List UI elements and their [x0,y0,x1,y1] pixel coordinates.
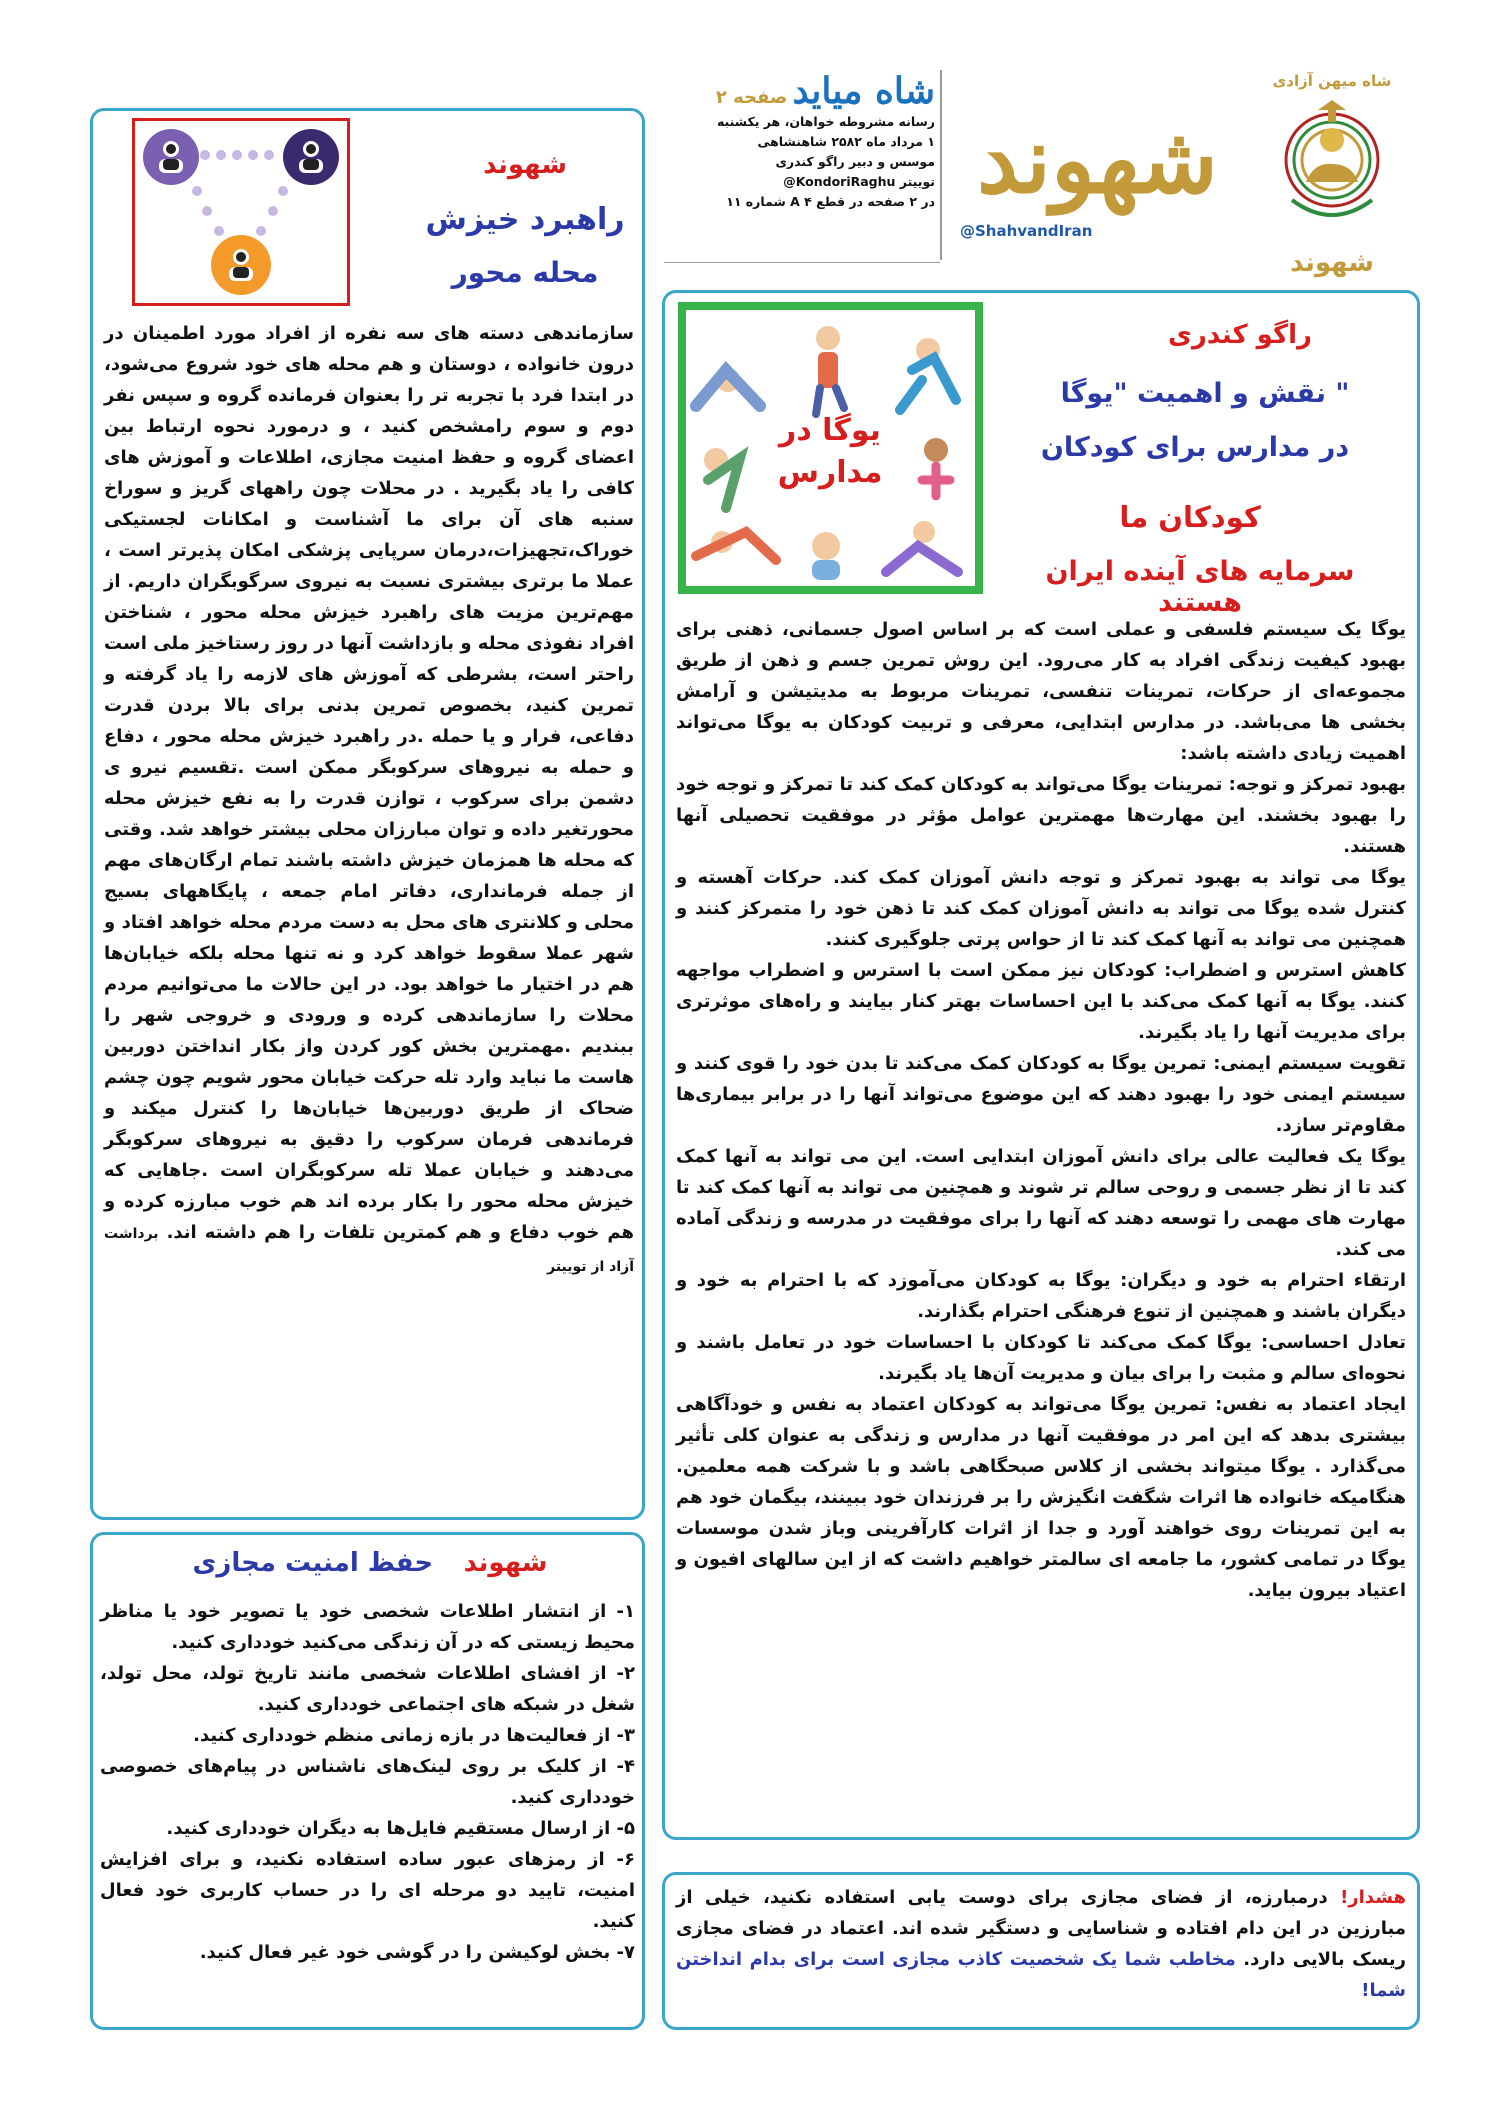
kids-yoga-illustration-icon [686,310,975,586]
paragraph: یوگا یک سیستم فلسفی و عملی است که بر اساس اصول جسمانی، ذهنی برای بهبود کیفیت زندگی افراد به کار می‌رود. این روش تمرین جسم و ذهن از طریق مجموعه‌ای از حرکات، تمرینات تنفسی، تمرینات مربوط به مدیتیشن و آرامش بخشی ها می‌باشد. در مدارس ابتدایی، معرفی و تربیت کودکان به یوگا می‌تواند اهمیت زیادی داشته باشد: [676,619,1406,764]
page-title: شاه میاید [792,70,935,112]
emblem-logo [1268,72,1396,282]
masthead-rule [664,262,940,263]
list-item: ۴- از کلیک بر روی لینک‌های ناشناس در پیام‌های خصوصی خودداری کنید. [100,1756,635,1808]
twitter-handle: @ShahvandIran [960,222,1093,240]
paragraph: کاهش استرس و اضطراب: کودکان نیز ممکن است با استرس و اضطراب مواجهه کنند. یوگا به آنها کمک می‌کند با این احساسات بهتر کنار بیایند و راه‌های موثرتری برای مدیریت آنها را یاد بگیرند. [676,960,1406,1043]
warning-label: هشدار! [1340,1887,1406,1908]
left-article-brand: شهوند [483,150,567,180]
left-article-text: سازماندهی دسته های سه نفره از افراد مورد اطمینان در درون خانواده ، دوستان و هم محله های خود شروع می‌شود، در ابتدا فرد با تجربه تر را بعنوان فرمانده گروه و سپس نفر دوم و سوم رامشخص کنید ، و درمورد نحوه ارتباط بین اعضای گروه و حفظ امنیت مجازی، اطلاعات و آموزش های کافی را یاد بگیرید . در محلات چون راههای گریز و سوراخ سنبه های آن برای ما آشناست و امکانات لجستیکی خوراک،تجهیزات،درمان سرپایی پزشکی امکان پذیرتر است ، عملا ما برتری بیشتری نسبت به نیروی سرگوبگران داریم. از مهم‌ترین مزیت های راهبرد خیزش محله محور ، شناختن افراد نفوذی محله و بازداشت آنها در روز رستاخیز ملی است راحتر است، بشرطی که آموزش های لازمه را یاد گرفته و تمرین کنید، بخصوص تمرین بدنی برای بالا بردن قدرت دفاعی، فرار و یا حمله .در راهبرد خیزش محله محور ، دفاع و حمله به نیروهای سرکوبگر ممکن است .تقسیم نیرو ی دشمن برای سرکوب ، توازن قدرت را به نفع خیزش محله محورتغیر داده و توان مبارزان محلی بیشتر خواهد شد. وقتی که محله ها همزمان خیزش داشته باشند تمام ارگان‌های مهم از جمله فرمانداری، دفاتر امام جمعه ، پایگاههای بسیج محلی و کلانتری های محل به دست مردم محله خواهد افتاد و شهر عملا سقوط خواهد کرد و نه تنها محله بلکه خیابان‌ها هم در اختیار ما خواهد بود. در این حالات ما می‌توانیم مردم محلات را سازماندهی کرده و ورودی و خروجی شهر را ببندیم .مهمترین بخش کور کردن واز بکار انداختن دوربین هاست ما نباید وارد تله حرکت خیابان محور شویم چون چشم ضحاک از طریق دوربین‌ها خیابان‌ها را کنترل میکند و فرماندهی فرمان سرکوب را دقیق به نیروهای سرکوبگر می‌دهند و خیابان عملا تله سرکوبگران است .جاهایی که خیزش محله محور را بکار برده اند هم خوب مبارزه کرده و هم خوب دفاع و هم کمترین تلفات را هم داشته اند. [104,323,634,1243]
right-article-title-line2: در مدارس برای کودکان [1040,432,1350,463]
cyber-security-header [160,1548,580,1592]
list-item: ۲- از افشای اطلاعات شخصی مانند تاریخ تولد، محل تولد، شغل در شبکه های اجتماعی خودداری کنید. [100,1663,635,1715]
paragraph: یوگا می تواند به بهبود تمرکز و توجه دانش آموزان کمک کند. حرکات آهسته و کنترل شده یوگا می تواند به دانش آموزان کمک کند تا ذهن خود را متمرکز کنند و همچنین می تواند به آنها کمک کند تا از حواس پرتی جلوگیری کنند. [676,867,1406,950]
issue-editor: موسس و دبیر راگو کندری [775,154,935,169]
emblem-brand: شهوند [1290,248,1374,278]
issue-date: ۱ مرداد ماه ۲۵۸۲ شاهنشاهی [757,134,935,149]
right-article-subtitle-line2: سرمایه های آینده ایران هستند [1045,556,1355,618]
right-article-title: نقش و اهمیت "یوگا " [1060,378,1350,409]
list-item: ۳- از فعالیت‌ها در بازه زمانی منظم خودداری کنید. [193,1725,635,1746]
page-number: صفحه ۲ [715,87,788,108]
network-graphic [132,118,350,306]
issue-info [665,70,935,260]
left-article-title: راهبرد خیزش [425,202,625,237]
warning-body: درمبارزه، از فضای مجازی برای دوست یابی استفاده نکنید، خیلی از مبارزین در این دام افتاده و شناسایی و دستگیر شده اند. اعتماد در فضای مجازی ریسک بالایی دارد. [676,1887,1407,1970]
paragraph: یوگا یک فعالیت عالی برای دانش آموزان ابتدایی است. این می تواند به آنها کمک کند تا از نظر جسمی و روحی سالم تر شوند و همچنین می تواند به آنها کمک کند تا مهارت های مهمی را توسعه دهند که آنها را برای موفقیت در مدرسه و زندگی آماده می کند. [676,1146,1406,1260]
list-item: ۵- از ارسال مستقیم فایل‌ها به دیگران خودداری کنید. [166,1818,635,1839]
paragraph: تعادل احساسی: یوگا کمک می‌کند تا کودکان با احساسات خود در تعامل باشند و نحوه‌ای سالم و مثبت را برای بیان و مدیریت آن‌ها یاد بگیرند. [676,1332,1406,1384]
yoga-in-schools-picture [678,302,983,594]
yoga-caption-line1: یوگا در [779,413,881,448]
left-article-source: برداشت آزاد از توییتر [104,1226,634,1275]
warning-notice [676,1882,1406,2022]
emblem-motto: شاه میهن آزادی [1272,72,1392,90]
issue-line: رسانه مشروطه خواهان، هر یکشنبه [716,114,935,129]
cyber-security-list [100,1596,635,2016]
list-item: ۱- از انتشار اطلاعات شخصی خود یا تصویر خود یا مناظر محیط زیستی که در آن زندگی می‌کنید خودداری کنید. [100,1601,635,1653]
list-item: ۷- بخش لوکیشن را در گوشی خود غیر فعال کنید. [199,1942,635,1963]
right-article-body [676,614,1406,1834]
masthead-divider [940,70,942,260]
lion-and-sun-icon [1272,100,1392,240]
paragraph: ارتقاء احترام به خود و دیگران: یوگا به کودکان می‌آموزد که با احترام به خود و دیگران باشند و همچنین از تنوع فرهنگی احترام بگذارند. [676,1270,1406,1322]
issue-number: در ۲ صفحه در قطع ۴ A شماره ۱۱ [726,194,935,209]
warning-emphasis: مخاطب شما یک شخصیت کاذب مجازی است برای بدام انداختن شما! [676,1949,1406,2001]
page-header [665,70,935,112]
right-article-subtitle: کودکان ما [1119,500,1261,534]
paragraph: ایجاد اعتماد به نفس: تمرین یوگا می‌تواند به کودکان اعتماد به نفس و خودآگاهی بیشتری بدهد که این امر در موفقیت آنها در مدارس و زندگی به عنوان کلی تأثیر می‌گذارد . یوگا میتواند بخشی از کلاس صبحگاهی باشد و با شرکت همه معلمین. هنگامیکه خانواده ها اثرات شگفت انگیزش را بر فرزندان خود ببینند، بیگمان خود هم به این تمرینات روی خواهند آورد و جدا از اثرات کارآفرینی وباز شدن موسسات یوگا در تمامی کشور، ما جامعه ای سالمتر خواهیم داشت که از این سالهای افیون و اعتیاد بیرون بیاید. [676,1394,1406,1601]
cyber-security-brand: شهوند [463,1548,548,1578]
paragraph: بهبود تمرکز و توجه: تمرینات یوگا می‌تواند به کودکان کمک کند تا تمرکز و توجه خود را بهبود بخشند. این مهارت‌ها مهمترین عوامل مؤثر در موفقیت تحصیلی آنها هستند. [676,774,1406,857]
left-article-subtitle: محله محور [451,256,599,289]
people-network-icon [135,121,347,303]
newspaper-brand: شهوند [977,106,1218,214]
yoga-caption-line2: مدارس [777,455,883,490]
issue-twitter: توییتر KondoriRaghu@ [783,174,935,189]
cyber-security-title: حفظ امنیت مجازی [192,1548,434,1578]
paragraph: تقویت سیستم ایمنی: تمرین یوگا به کودکان کمک می‌کند تا بدن خود را قوی کنند و سیستم ایمنی خود را بهبود دهند که این موضوع می‌تواند آنها را در برابر بیماری‌ها مقاوم‌تر سازد. [676,1053,1406,1136]
left-article-body [104,318,634,1488]
list-item: ۶- از رمزهای عبور ساده استفاده نکنید، و برای افزایش امنیت، تایید دو مرحله ای را در حساب کاربری خود فعال کنید. [100,1849,635,1932]
right-article-author: راگو کندری [1168,320,1312,350]
